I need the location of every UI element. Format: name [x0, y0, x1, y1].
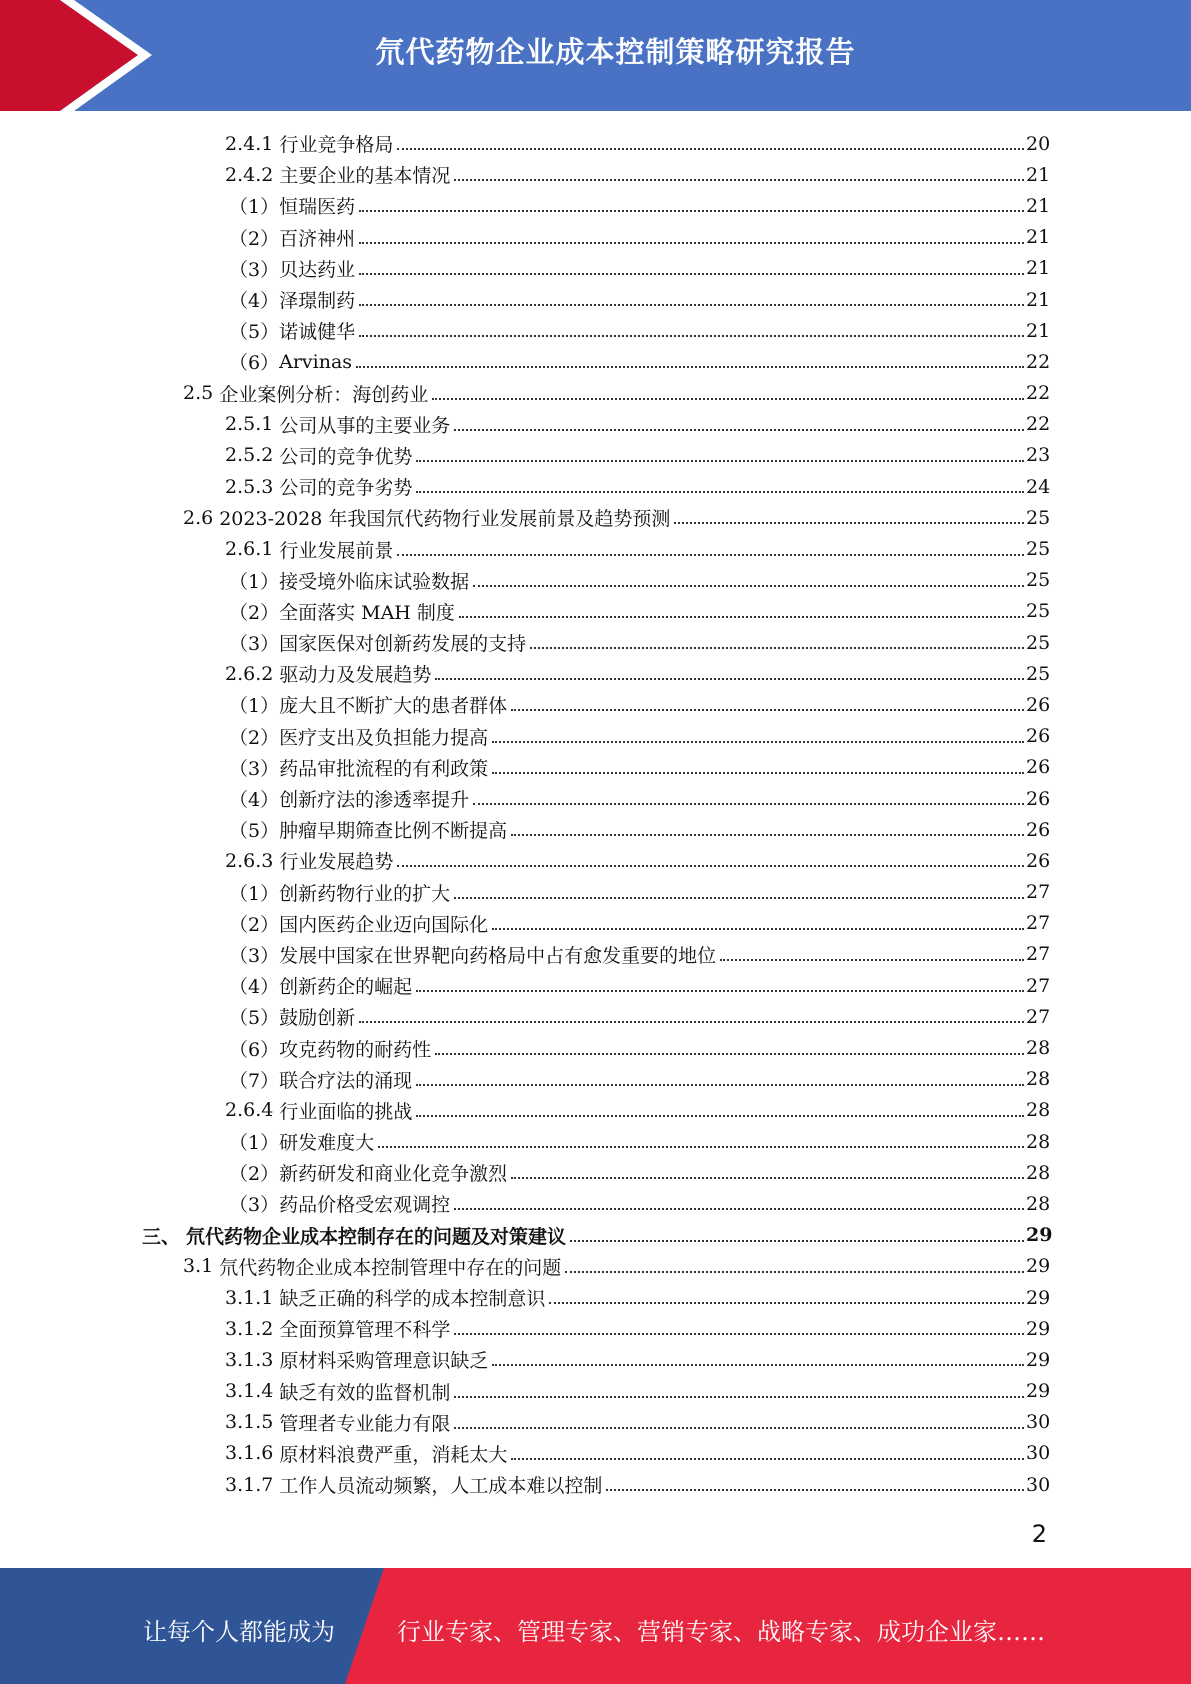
toc-entry-page: 30 [1026, 1411, 1051, 1434]
toc-entry-title: 联合疗法的涌现 [279, 1069, 413, 1092]
toc-entry-number: （5） [229, 820, 280, 843]
toc-dot-leader [359, 1020, 1024, 1023]
toc-entry-title: 全面落实 MAH 制度 [279, 601, 455, 624]
toc-entry-title: 行业发展前景 [279, 539, 394, 562]
toc-entry-number: （3） [229, 1194, 280, 1217]
toc-entry-title: 创新疗法的渗透率提升 [279, 789, 470, 812]
toc-entry-title: 行业面临的挑战 [279, 1100, 413, 1123]
toc-entry-number: 3.1.7 [225, 1473, 274, 1496]
toc-entry-title: 国家医保对创新药发展的支持 [279, 633, 527, 656]
toc-entry-title: 医疗支出及负担能力提高 [279, 726, 489, 749]
toc-dot-leader [359, 334, 1024, 337]
toc-entry-number: 2.6.2 [225, 662, 274, 685]
toc-entry-page: 29 [1026, 1348, 1051, 1371]
toc-entry-number: （7） [229, 1069, 280, 1092]
toc-entry-title: 公司从事的主要业务 [279, 414, 451, 437]
toc-entry-title: 贝达药业 [279, 258, 356, 281]
toc-dot-leader [454, 1395, 1024, 1398]
toc-entry[interactable] [0, 471, 1191, 502]
toc-entry-title: 缺乏有效的监督机制 [279, 1381, 451, 1404]
footer-banner [0, 1568, 1191, 1684]
toc-entry-number: （3） [229, 757, 280, 780]
toc-dot-leader [492, 927, 1024, 930]
toc-entry-number: 2.5.2 [225, 444, 274, 467]
toc-entry-page: 26 [1026, 818, 1051, 841]
toc-entry-number: 3.1.1 [225, 1286, 274, 1309]
toc-entry-title: 2023-2028 年我国氘代药物行业发展前景及趋势预测 [219, 508, 671, 531]
toc-entry[interactable] [0, 783, 1191, 814]
toc-dot-leader [397, 553, 1024, 556]
toc-entry-number: （5） [229, 1007, 280, 1030]
toc-entry-title: 泽璟制药 [279, 290, 356, 313]
toc-entry[interactable] [0, 752, 1191, 783]
toc-entry-number: （2） [229, 913, 280, 936]
toc-dot-leader [359, 209, 1024, 212]
toc-entry[interactable] [0, 877, 1191, 908]
toc-entry-page: 22 [1026, 350, 1051, 373]
toc-entry-number: 2.6.3 [225, 849, 274, 872]
toc-dot-leader [432, 397, 1024, 400]
toc-dot-leader [511, 1457, 1024, 1460]
toc-entry[interactable] [0, 596, 1191, 627]
toc-entry-title: 发展中国家在世界靶向药格局中占有愈发重要的地位 [279, 944, 717, 967]
toc-dot-leader [459, 615, 1024, 618]
toc-entry-number: 3.1.3 [225, 1348, 274, 1371]
toc-dot-leader [454, 178, 1024, 181]
toc-entry-number: （1） [229, 570, 280, 593]
toc-entry-title: 肿瘤早期筛查比例不断提高 [279, 820, 508, 843]
toc-entry-page: 29 [1026, 1380, 1051, 1403]
toc-entry[interactable] [0, 1188, 1191, 1219]
toc-entry-page: 21 [1026, 288, 1051, 311]
toc-entry-number: （1） [229, 695, 280, 718]
toc-entry-number: 2.4.1 [225, 132, 274, 155]
toc-entry[interactable] [0, 284, 1191, 315]
toc-entry-page: 27 [1026, 974, 1051, 997]
toc-entry[interactable] [0, 1220, 1191, 1251]
toc-entry-page: 27 [1026, 943, 1051, 966]
toc-entry[interactable] [0, 409, 1191, 440]
toc-entry-number: （3） [229, 633, 280, 656]
toc-entry-title: 新药研发和商业化竞争激烈 [279, 1163, 508, 1186]
toc-entry[interactable] [0, 1001, 1191, 1032]
toc-entry-title: 氘代药物企业成本控制存在的问题及对策建议 [186, 1225, 567, 1248]
toc-dot-leader [454, 428, 1024, 431]
toc-dot-leader [492, 740, 1024, 743]
toc-dot-leader [511, 1176, 1024, 1179]
toc-dot-leader [606, 1488, 1024, 1491]
toc-dot-leader [492, 1363, 1024, 1366]
toc-entry-number: 2.5.1 [225, 413, 274, 436]
toc-entry-page: 24 [1026, 475, 1051, 498]
toc-entry-page: 28 [1026, 1192, 1051, 1215]
toc-dot-leader [454, 896, 1024, 899]
toc-entry-number: （1） [229, 882, 280, 905]
footer-slogan-right: 行业专家、管理专家、营销专家、战略专家、成功企业家…… [397, 1618, 1045, 1646]
toc-entry-page: 25 [1026, 662, 1051, 685]
toc-entry-page: 20 [1026, 132, 1051, 155]
toc-entry-page: 25 [1026, 600, 1051, 623]
toc-entry-page: 26 [1026, 725, 1051, 748]
toc-entry-title: 接受境外临床试验数据 [279, 570, 470, 593]
toc-entry-number: （6） [229, 352, 280, 375]
toc-entry-page: 29 [1026, 1286, 1051, 1309]
toc-entry[interactable] [0, 908, 1191, 939]
toc-entry-title: 鼓励创新 [279, 1007, 356, 1030]
toc-entry-number: 3.1.2 [225, 1317, 274, 1340]
toc-dot-leader [397, 147, 1024, 150]
toc-entry-number: 2.5.3 [225, 475, 274, 498]
toc-dot-leader [570, 1239, 1024, 1242]
toc-entry-title: 行业发展趋势 [279, 851, 394, 874]
toc-entry-page: 29 [1026, 1255, 1051, 1278]
toc-entry-number: （2） [229, 227, 280, 250]
header-banner [0, 0, 1191, 111]
toc-entry[interactable] [0, 689, 1191, 720]
toc-dot-leader [356, 365, 1024, 368]
toc-entry-page: 27 [1026, 1005, 1051, 1028]
toc-dot-leader [511, 833, 1024, 836]
toc-entry[interactable] [0, 1469, 1191, 1500]
toc-entry-title: 管理者专业能力有限 [279, 1412, 451, 1435]
toc-entry-number: （4） [229, 789, 280, 812]
toc-entry-page: 21 [1026, 226, 1051, 249]
toc-entry-title: 药品价格受宏观调控 [279, 1194, 451, 1217]
toc-entry-page: 25 [1026, 506, 1051, 529]
toc-entry-title: 百济神州 [279, 227, 356, 250]
toc-entry[interactable] [0, 253, 1191, 284]
toc-entry-number: （3） [229, 258, 280, 281]
toc-entry-number: （4） [229, 290, 280, 313]
report-title: 氘代药物企业成本控制策略研究报告 [375, 35, 856, 69]
toc-entry-title: 诺诚健华 [279, 321, 356, 344]
toc-entry[interactable] [0, 128, 1191, 159]
toc-dot-leader [565, 1270, 1024, 1273]
toc-entry-page: 26 [1026, 849, 1051, 872]
toc-entry[interactable] [0, 315, 1191, 346]
toc-dot-leader [549, 1301, 1024, 1304]
toc-entry-title: 行业竞争格局 [279, 134, 394, 157]
toc-entry-title: 国内医药企业迈向国际化 [279, 913, 489, 936]
toc-entry-page: 29 [1026, 1317, 1051, 1340]
toc-entry-number: （1） [229, 1132, 280, 1155]
toc-dot-leader [416, 1083, 1024, 1086]
toc-entry-number: （6） [229, 1038, 280, 1061]
toc-entry-title: 攻克药物的耐药性 [279, 1038, 432, 1061]
toc-dot-leader [359, 241, 1024, 244]
toc-dot-leader [416, 1114, 1024, 1117]
toc-dot-leader [511, 708, 1024, 711]
toc-entry[interactable] [0, 1438, 1191, 1469]
toc-entry[interactable] [0, 1251, 1191, 1282]
toc-entry-number: （5） [229, 321, 280, 344]
toc-entry[interactable] [0, 721, 1191, 752]
toc-entry-page: 30 [1026, 1442, 1051, 1465]
toc-dot-leader [454, 1426, 1024, 1429]
toc-entry-number: 3.1 [183, 1255, 214, 1278]
toc-dot-leader [435, 1052, 1024, 1055]
toc-entry-page: 21 [1026, 257, 1051, 280]
toc-entry-number: 3.1.5 [225, 1411, 274, 1434]
toc-entry-page: 25 [1026, 538, 1051, 561]
toc-entry-page: 22 [1026, 413, 1051, 436]
toc-entry-title: 全面预算管理不科学 [279, 1319, 451, 1342]
toc-entry-title: 药品审批流程的有利政策 [279, 757, 489, 780]
toc-dot-leader [454, 1332, 1024, 1335]
page-number: 2 [1031, 1520, 1047, 1548]
toc-entry-number: （4） [229, 976, 280, 999]
toc-entry-number: 2.6.4 [225, 1099, 274, 1122]
toc-entry-number: 2.6.1 [225, 538, 274, 561]
toc-dot-leader [530, 646, 1024, 649]
toc-entry-page: 22 [1026, 382, 1051, 405]
toc-entry-page: 28 [1026, 1068, 1051, 1091]
toc-entry-number: （3） [229, 944, 280, 967]
toc-entry[interactable] [0, 970, 1191, 1001]
footer-slogan-left: 让每个人都能成为 [143, 1618, 335, 1646]
toc-entry-page: 21 [1026, 194, 1051, 217]
toc-entry-number: 三、 [142, 1225, 181, 1248]
toc-entry[interactable] [0, 1032, 1191, 1063]
toc-entry-page: 26 [1026, 756, 1051, 779]
toc-entry-title: 主要企业的基本情况 [279, 165, 451, 188]
toc-entry-number: （1） [229, 196, 280, 219]
toc-dot-leader [359, 303, 1024, 306]
toc-entry-title: 氘代药物企业成本控制管理中存在的问题 [219, 1256, 562, 1279]
toc-entry-title: 研发难度大 [279, 1132, 375, 1155]
toc-entry[interactable] [0, 533, 1191, 564]
toc-entry-number: （2） [229, 601, 280, 624]
toc-entry-title: 创新药企的崛起 [279, 976, 413, 999]
toc-dot-leader [473, 802, 1024, 805]
toc-entry-number: 2.4.2 [225, 163, 274, 186]
toc-entry[interactable] [0, 1407, 1191, 1438]
toc-dot-leader [492, 771, 1024, 774]
toc-entry-page: 25 [1026, 569, 1051, 592]
toc-dot-leader [473, 584, 1024, 587]
toc-entry[interactable] [0, 1157, 1191, 1188]
toc-entry[interactable] [0, 845, 1191, 876]
toc-entry-number: 2.5 [183, 382, 214, 405]
toc-entry[interactable] [0, 627, 1191, 658]
toc-entry[interactable] [0, 1095, 1191, 1126]
toc-entry-number: 2.6 [183, 506, 214, 529]
toc-entry-title: 恒瑞医药 [279, 196, 356, 219]
toc-entry-page: 26 [1026, 787, 1051, 810]
toc-dot-leader [720, 958, 1024, 961]
toc-entry[interactable] [0, 565, 1191, 596]
toc-entry[interactable] [0, 1126, 1191, 1157]
toc-entry-title: 创新药物行业的扩大 [279, 882, 451, 905]
toc-entry-title: 企业案例分析：海创药业 [219, 383, 429, 406]
toc-entry-title: 驱动力及发展趋势 [279, 664, 432, 687]
toc-entry[interactable] [0, 658, 1191, 689]
toc-entry-title: 公司的竞争优势 [279, 445, 413, 468]
toc-dot-leader [416, 459, 1024, 462]
toc-entry[interactable] [0, 1344, 1191, 1375]
toc-entry-title: 公司的竞争劣势 [279, 477, 413, 500]
toc-dot-leader [435, 677, 1024, 680]
toc-dot-leader [359, 272, 1024, 275]
toc-dot-leader [397, 864, 1024, 867]
toc-entry[interactable] [0, 1313, 1191, 1344]
toc-entry[interactable] [0, 222, 1191, 253]
toc-entry-page: 27 [1026, 881, 1051, 904]
toc-entry-page: 21 [1026, 163, 1051, 186]
toc-entry[interactable] [0, 1376, 1191, 1407]
toc-entry[interactable] [0, 159, 1191, 190]
toc-entry-page: 28 [1026, 1161, 1051, 1184]
toc-entry-title: 工作人员流动频繁，人工成本难以控制 [279, 1475, 603, 1498]
toc-entry-number: （2） [229, 726, 280, 749]
toc-entry-number: 3.1.6 [225, 1442, 274, 1465]
toc-entry-title: 缺乏正确的科学的成本控制意识 [279, 1288, 546, 1311]
toc-entry-number: 3.1.4 [225, 1380, 274, 1403]
toc-dot-leader [378, 1145, 1024, 1148]
toc-entry[interactable] [0, 939, 1191, 970]
toc-entry-title: 原材料采购管理意识缺乏 [279, 1350, 489, 1373]
toc-entry[interactable] [0, 346, 1191, 377]
toc-entry-page: 29 [1026, 1224, 1053, 1247]
toc-entry-page: 30 [1026, 1473, 1051, 1496]
toc-entry-title: Arvinas [279, 350, 353, 373]
toc-entry-page: 28 [1026, 1099, 1051, 1122]
toc-entry-page: 25 [1026, 631, 1051, 654]
toc-entry-page: 28 [1026, 1130, 1051, 1153]
toc-entry-page: 23 [1026, 444, 1051, 467]
toc-entry[interactable] [0, 190, 1191, 221]
toc-entry[interactable] [0, 502, 1191, 533]
toc-dot-leader [416, 490, 1024, 493]
toc-entry-page: 27 [1026, 912, 1051, 935]
toc-entry-number: （2） [229, 1163, 280, 1186]
toc-entry-page: 26 [1026, 693, 1051, 716]
toc-dot-leader [674, 521, 1024, 524]
toc-entry-title: 原材料浪费严重，消耗太大 [279, 1443, 508, 1466]
toc-entry[interactable] [0, 1064, 1191, 1095]
toc-dot-leader [454, 1207, 1024, 1210]
toc-entry[interactable] [0, 1282, 1191, 1313]
toc-dot-leader [416, 989, 1024, 992]
toc-entry[interactable] [0, 814, 1191, 845]
table-of-contents [0, 128, 1191, 1500]
toc-entry-page: 21 [1026, 319, 1051, 342]
toc-entry[interactable] [0, 440, 1191, 471]
toc-entry-page: 28 [1026, 1037, 1051, 1060]
toc-entry-title: 庞大且不断扩大的患者群体 [279, 695, 508, 718]
toc-entry[interactable] [0, 378, 1191, 409]
